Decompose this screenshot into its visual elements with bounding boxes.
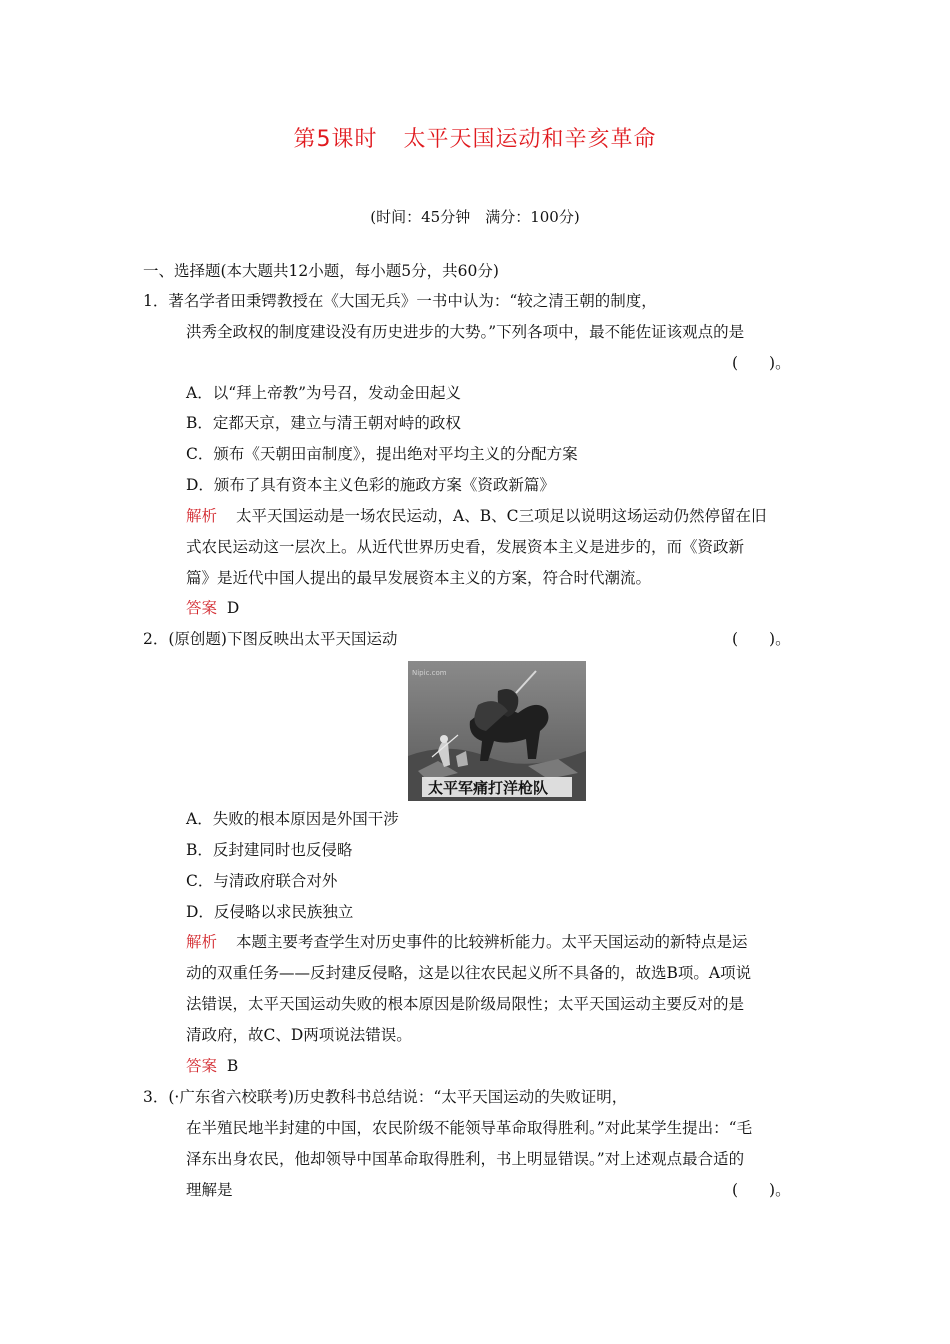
- analysis-label: 解析: [186, 507, 218, 525]
- section-heading: 一、选择题(本大题共12小题，每小题5分，共60分): [143, 262, 499, 280]
- title-lesson-number: 第5课时: [293, 127, 378, 152]
- q2-analysis-line1: 解析 本题主要考查学生对历史事件的比较辨析能力。太平天国运动的新特点是运: [186, 933, 748, 951]
- q2-option-a: A．失败的根本原因是外国干涉: [186, 810, 399, 828]
- watermark-text: Nipic.com: [412, 669, 447, 677]
- answer-label: 答案: [186, 1057, 218, 1075]
- q1-analysis-line2: 式农民运动这一层次上。从近代世界历史看，发展资本主义是进步的，而《资政新: [186, 538, 745, 556]
- q1-stem-line2: 洪秀全政权的制度建设没有历史进步的大势。”下列各项中，最不能佐证该观点的是: [186, 323, 745, 341]
- q3-stem-line1: 3．(·广东省六校联考)历史教科书总结说：“太平天国运动的失败证明，: [143, 1088, 628, 1106]
- q1-option-a: A．以“拜上帝教”为号召，发动金田起义: [186, 384, 462, 402]
- q2-option-b: B．反封建同时也反侵略: [186, 841, 353, 859]
- title-lesson-name: 太平天国运动和辛亥革命: [403, 127, 657, 152]
- q1-option-c: C．颁布《天朝田亩制度》，提出绝对平均主义的分配方案: [186, 445, 578, 463]
- q2-answer-blank: ( )。: [732, 630, 791, 648]
- horseman-illustration: [408, 661, 586, 801]
- answer-label: 答案: [186, 599, 218, 617]
- q1-analysis-line1: 解析 太平天国运动是一场农民运动，A、B、C三项足以说明这场运动仍然停留在旧: [186, 507, 767, 525]
- q1-option-b: B．定都天京，建立与清王朝对峙的政权: [186, 414, 461, 432]
- q2-analysis-line3: 法错误，太平天国运动失败的根本原因是阶级局限性；太平天国运动主要反对的是: [186, 995, 745, 1013]
- q1-answer: 答案 D: [186, 599, 240, 617]
- q2-option-c: C．与清政府联合对外: [186, 872, 338, 890]
- q2-analysis-line4: 清政府，故C、D两项说法错误。: [186, 1026, 412, 1044]
- image-caption: 太平军痛打洋枪队: [428, 779, 549, 797]
- q2-illustration: [408, 661, 586, 801]
- q3-stem-line4: 理解是: [186, 1181, 233, 1199]
- q1-stem-line1: 1．著名学者田秉锷教授在《大国无兵》一书中认为：“较之清王朝的制度，: [143, 292, 657, 310]
- q3-stem-line2: 在半殖民地半封建的中国，农民阶级不能领导革命取得胜利。”对此某学生提出：“毛: [186, 1119, 753, 1137]
- q2-answer: 答案 B: [186, 1057, 239, 1075]
- q3-answer-blank: ( )。: [732, 1181, 791, 1199]
- q1-analysis-line3: 篇》是近代中国人提出的最早发展资本主义的方案，符合时代潮流。: [186, 569, 652, 587]
- q3-stem-line3: 泽东出身农民，他却领导中国革命取得胜利，书上明显错误。”对上述观点最合适的: [186, 1150, 745, 1168]
- q2-option-d: D．反侵略以求民族独立: [186, 903, 354, 921]
- q2-analysis-line2: 动的双重任务——反封建反侵略，这是以往农民起义所不具备的，故选B项。A项说: [186, 964, 752, 982]
- analysis-label: 解析: [186, 933, 218, 951]
- q1-answer-blank: ( )。: [732, 354, 791, 372]
- page-title: [0, 122, 950, 153]
- q1-option-d: D．颁布了具有资本主义色彩的施政方案《资政新篇》: [186, 476, 555, 494]
- q2-stem: 2．(原创题)下图反映出太平天国运动: [143, 630, 398, 648]
- exam-meta: (时间：45分钟 满分：100分): [370, 208, 580, 226]
